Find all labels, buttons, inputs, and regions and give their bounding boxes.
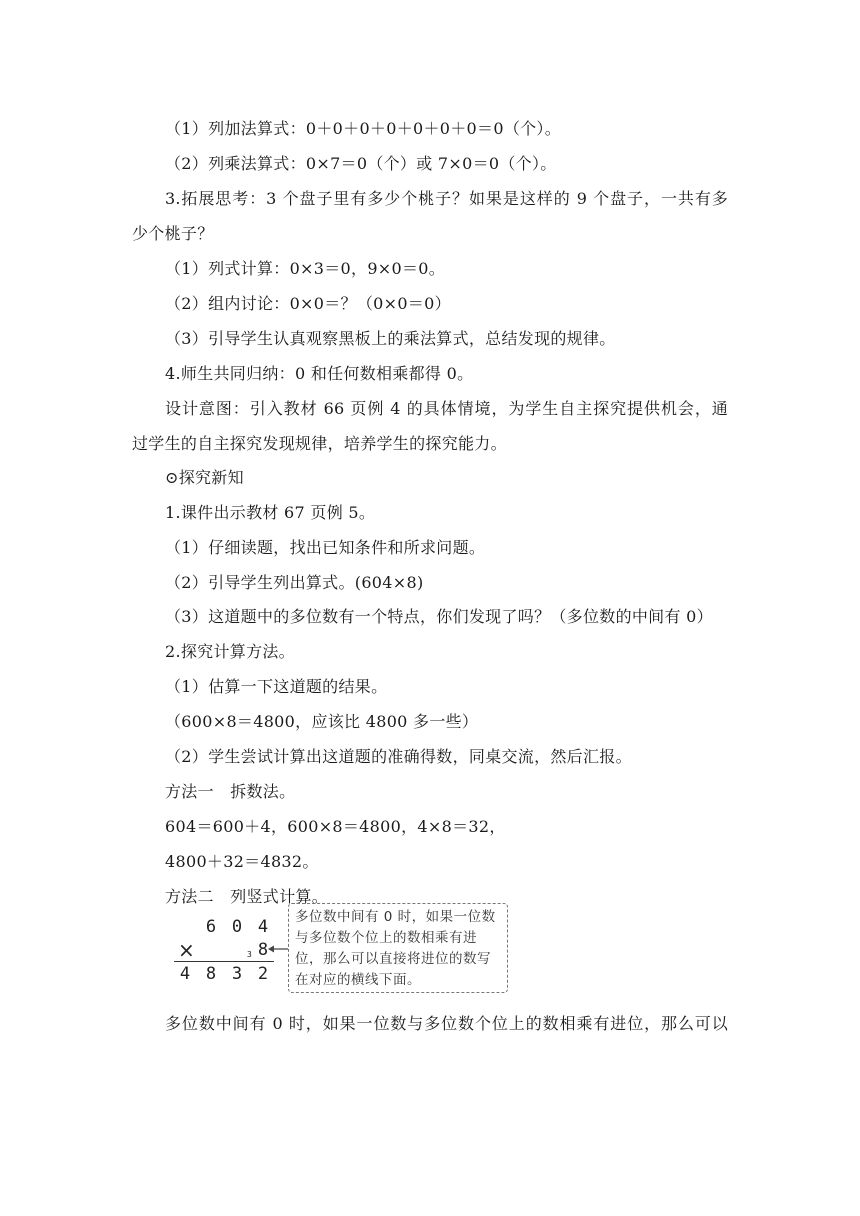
arrow-left-icon [268,944,288,954]
text-line: （2）引导学生列出算式。(604×8) [165,573,424,592]
text-line: （600×8＝4800，应该比 4800 多一些） [165,712,479,731]
text-line: 设计意图：引入教材 66 页例 4 的具体情境，为学生自主探究提供机会，通 [165,399,728,418]
multiplicand-digit: 0 [231,917,243,937]
text-line: 方法一 拆数法。 [165,782,296,801]
text-line: 2.探究计算方法。 [165,642,295,661]
text-line: 4.师生共同归纳：0 和任何数相乘都得 0。 [165,364,474,383]
product-digit: 8 [205,964,217,984]
multiplicand-digit: 4 [257,917,269,937]
text-line: 4800＋32＝4832。 [165,852,319,871]
text-line: 方法二 列竖式计算。 [165,887,329,906]
product-digit: 4 [179,964,191,984]
text-line: （2）组内讨论：0×0＝？（0×0＝0） [165,294,451,313]
multiplicand-digit: 6 [205,917,217,937]
section-heading: ⊙探究新知 [165,468,244,487]
text-line: 过学生的自主探究发现规律，培养学生的探究能力。 [132,434,507,453]
product-digit: 3 [231,964,243,984]
calc-line [174,961,274,962]
carry-digit: 3 [247,950,252,959]
text-line: （3）这道题中的多位数有一个特点，你们发现了吗？（多位数的中间有 0） [165,607,713,626]
text-line: 少个桃子？ [132,224,214,243]
text-line: （1）列加法算式：0＋0＋0＋0＋0＋0＋0＝0（个）。 [165,119,562,138]
text-line: （2）学生尝试计算出这道题的准确得数，同桌交流，然后汇报。 [165,747,632,766]
text-line: 1.课件出示教材 67 页例 5。 [165,503,376,522]
multiplier-digit: 8 [257,940,269,960]
text-line: （1）估算一下这道题的结果。 [165,677,388,696]
vertical-calculation [170,912,280,988]
text-line: 3.拓展思考：3 个盘子里有多少个桃子？如果是这样的 9 个盘子，一共有多 [165,189,728,208]
text-line: （2）列乘法算式：0×7＝0（个）或 7×0＝0（个）。 [165,154,557,173]
product-digit: 2 [257,964,269,984]
text-line: 604＝600＋4，600×8＝4800，4×8＝32， [165,817,506,836]
text-line: 多位数中间有 0 时，如果一位数与多位数个位上的数相乘有进位，那么可以 [165,1014,728,1033]
text-line: （1）列式计算：0×3＝0，9×0＝0。 [165,259,446,278]
text-line: （1）仔细读题，找出已知条件和所求问题。 [165,538,486,557]
text-line: （3）引导学生认真观察黑板上的乘法算式，总结发现的规律。 [165,329,616,348]
note-box [288,903,508,993]
multiply-sign: × [178,938,195,962]
note-text: 多位数中间有 0 时，如果一位数与多位数个位上的数相乘有进位，那么可以直接将进位的数写在对应的横线下面。 [295,909,496,988]
